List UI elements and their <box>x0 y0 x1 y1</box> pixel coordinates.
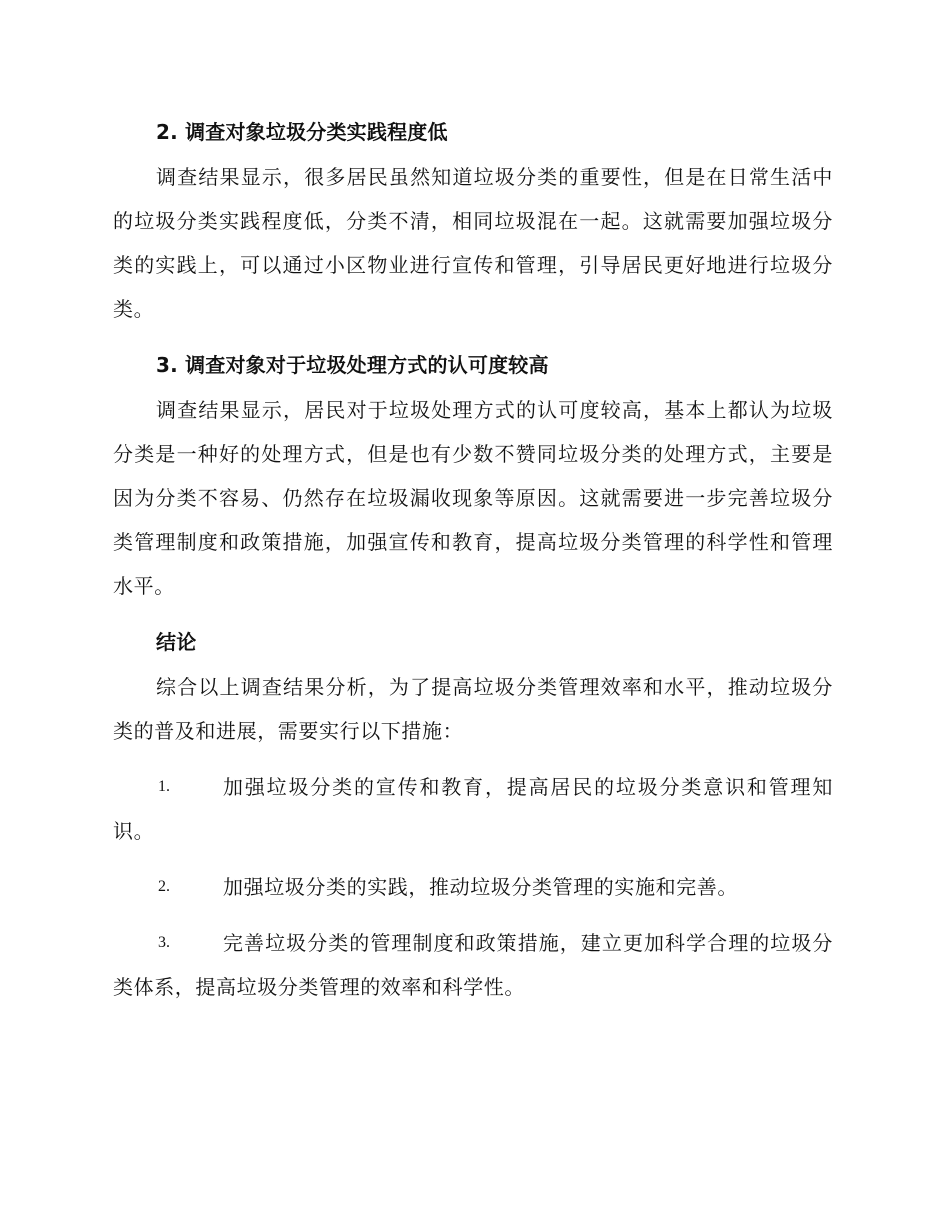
measure-number-1: 1. <box>158 778 170 795</box>
measure-item-1 <box>113 765 833 853</box>
section-2-heading: 2. 调查对象垃圾分类实践程度低 <box>156 120 448 144</box>
measure-text-2: 加强垃圾分类的实践，推动垃圾分类管理的实施和完善。 <box>223 875 738 899</box>
measure-number-2: 2. <box>158 878 170 895</box>
measure-text-3: 完善垃圾分类的管理制度和政策措施，建立更加科学合理的垃圾分类体系，提高垃圾分类管理的效率和科学性。 <box>113 931 833 999</box>
measure-item-2 <box>113 865 833 909</box>
document-page <box>113 110 833 1021</box>
measure-text-1: 加强垃圾分类的宣传和教育，提高居民的垃圾分类意识和管理知识。 <box>113 775 833 843</box>
conclusion-heading: 结论 <box>156 630 197 654</box>
section-3-paragraph: 调查结果显示，居民对于垃圾处理方式的认可度较高，基本上都认为垃圾分类是一种好的处理方式，但是也有少数不赞同垃圾分类的处理方式，主要是因为分类不容易、仍然存在垃圾漏收现象等原因。这就需要进一步完善垃圾分类管理制度和政策措施，加强宣传和教育，提高垃圾分类管理的科学性和管理水平。 <box>113 398 833 598</box>
section-3-heading: 3. 调查对象对于垃圾处理方式的认可度较高 <box>156 353 549 377</box>
measure-number-3: 3. <box>158 934 170 951</box>
conclusion-paragraph: 综合以上调查结果分析，为了提高垃圾分类管理效率和水平，推动垃圾分类的普及和进展，需要实行以下措施： <box>113 675 833 743</box>
section-2-paragraph: 调查结果显示，很多居民虽然知道垃圾分类的重要性，但是在日常生活中的垃圾分类实践程度低，分类不清，相同垃圾混在一起。这就需要加强垃圾分类的实践上，可以通过小区物业进行宣传和管理，引导居民更好地进行垃圾分类。 <box>113 165 833 321</box>
measure-item-3 <box>113 921 833 1009</box>
